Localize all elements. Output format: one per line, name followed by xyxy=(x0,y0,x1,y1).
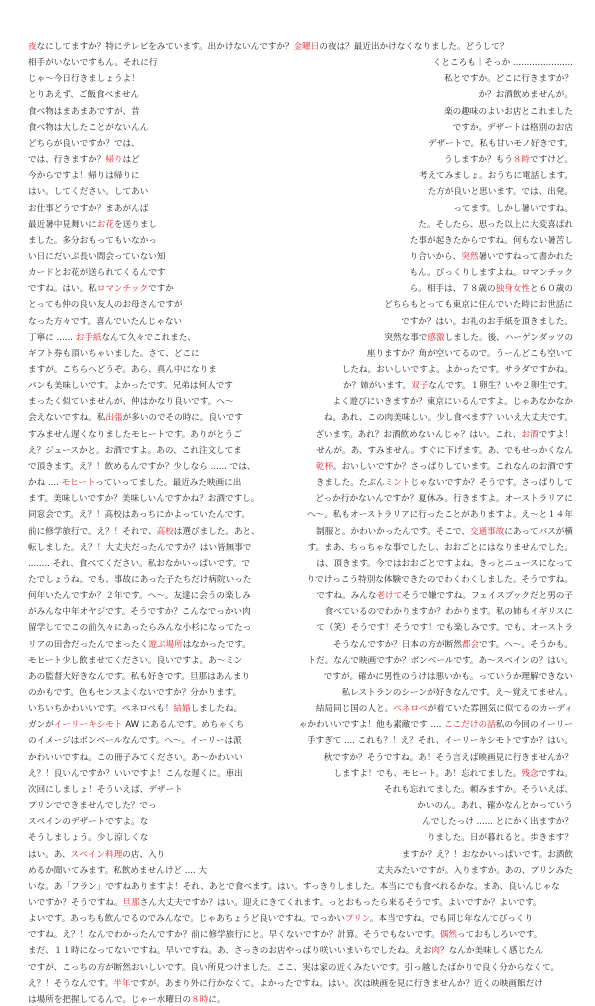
text-segment: ですが、こっちの方が断然おいしいです。良い所見つけました。ここ、実は家の近くみたいです。引っ越したばかりで良く分からなくて。 xyxy=(28,962,560,973)
left-line xyxy=(28,590,290,602)
text-segment: あの監督大好きなんです。私も好きです。旦那はあんまり xyxy=(28,671,251,682)
right-line xyxy=(273,106,573,118)
right-line xyxy=(273,57,573,69)
right-line xyxy=(273,477,573,489)
text-segment: す。まあ、ちっちゃな事でしたし、おおごとにはなりませんでした。 xyxy=(307,542,573,553)
highlighted-word: 偶然 xyxy=(439,930,458,941)
left-line xyxy=(28,299,290,311)
text-segment: どっか行かないんですか？夏休み。行きますよ。オーストラリアに xyxy=(315,494,573,505)
text-segment: かいのん。あれ、確かなんとかっていう xyxy=(417,801,573,812)
right-line xyxy=(273,154,573,166)
full-line xyxy=(28,41,573,53)
highlighted-word: 独身女性 xyxy=(495,284,531,295)
text-segment: 丈夫みたいですが。入りますか。あの、プリンみた xyxy=(376,865,573,876)
text-segment: 。おいしいですか？さっぱりしています。これなんのお酒です xyxy=(333,461,573,472)
text-segment: ますが。こちらへどうぞ。あら、真ん中になりま xyxy=(28,365,217,375)
highlighted-word: モヒート xyxy=(61,478,96,489)
text-segment: なった方々です。喜んでいたんじゃない xyxy=(28,316,183,327)
highlighted-word: 感激 xyxy=(427,332,445,343)
left-line xyxy=(28,719,290,731)
text-segment: いちいちかわいいです。ペネロペも！ xyxy=(28,704,174,715)
text-segment: ですね。 xyxy=(538,768,573,779)
highlighted-word: お酒 xyxy=(521,429,539,440)
right-line xyxy=(273,267,573,279)
left-line xyxy=(28,639,290,651)
text-segment: トだ。なんで映画ですか？ボンベールです。あ〜スペインの？はい。 xyxy=(307,655,573,666)
text-segment: え？！良いんですか？いいですよ！こんな遅くに。車出 xyxy=(28,768,243,779)
right-line xyxy=(273,461,573,473)
text-segment: 座りますか？角が空いてるので。うーんどこも空いて xyxy=(366,348,573,359)
text-segment: そうしましょう。少し涼しくな xyxy=(28,833,149,844)
text-segment: ですけど。 xyxy=(530,155,573,166)
text-segment: ですね。え？！なんでわかったんですか？前に修学旅行にと。早くないですか？計算。そうでもないです。 xyxy=(28,930,440,941)
text-segment: たでしょうね。でも、事故にあった子たちだけ病院いった xyxy=(28,574,252,585)
left-line xyxy=(28,154,290,166)
left-line xyxy=(28,735,290,747)
text-segment: はなかったです。 xyxy=(182,639,251,650)
text-segment: では、行きますか？ xyxy=(28,155,106,166)
text-segment: のイメージはボンベールなんです。へ〜。イーリーは派 xyxy=(28,736,242,747)
text-segment: カードとお花が送られてくるんです xyxy=(28,268,166,279)
highlighted-word: ミント xyxy=(384,478,411,489)
left-line xyxy=(28,558,290,570)
text-segment: ですよ！ xyxy=(538,429,573,440)
text-segment: かね .... xyxy=(28,478,62,489)
text-segment: かわいいですね。この冊子みてください。あ〜かわいい xyxy=(28,752,243,763)
highlighted-word: 出張 xyxy=(105,413,123,424)
text-segment: りました。日が暮れると。歩きます？ xyxy=(426,833,573,844)
text-segment: ですが。あまり外に行かなくて。よかったですね。はい。次は映画を見に行きませんか？近くの映画館だけ xyxy=(130,978,543,989)
highlighted-word: 都会 xyxy=(461,639,480,650)
text-segment: ね。あれ、この肉美味しい。少し食べます？いいえ大丈夫です。 xyxy=(323,413,573,424)
right-line xyxy=(273,122,573,134)
right-line xyxy=(273,703,573,715)
text-segment: いな。あ「フラン」ですねありますよ！それ、あとで食べます。はい。すっきりしました。本当にでも食べれるかな。まあ、良いんじゃな xyxy=(28,881,560,892)
highlighted-word: 帰り xyxy=(105,155,123,166)
highlighted-word: 老けて xyxy=(376,591,403,602)
left-line xyxy=(28,461,290,473)
text-segment: 手すぎて .... これも？！え？それ、イーリーキシモトですか？はい。 xyxy=(306,736,573,747)
text-segment: しました。後、ハーゲンダッツの xyxy=(444,332,573,343)
text-segment: 。本当ですね。でも同じ年なんてびっくり xyxy=(369,914,534,925)
right-line xyxy=(273,849,573,861)
text-segment: か？姉がいます。 xyxy=(343,381,412,392)
text-segment: よいです。あっちも飲んでるのでみんなで。じゃあちょうど良いですね。でっかい xyxy=(28,914,346,925)
text-segment: か？お酒飲めませんが。 xyxy=(478,90,573,101)
right-line xyxy=(273,396,573,408)
text-segment: 暑いですねって書かれた xyxy=(478,251,573,262)
right-line xyxy=(273,412,573,424)
left-line xyxy=(28,832,290,844)
text-segment: そうなんですか？日本の方が断然 xyxy=(333,639,462,650)
left-line xyxy=(28,348,290,360)
highlighted-word: プリン xyxy=(345,914,370,925)
text-segment: て（笑）そうです！そうです！でも楽しみです。でも、オーストラ xyxy=(316,623,573,634)
right-line xyxy=(273,768,573,780)
right-line xyxy=(273,816,573,828)
text-segment: た事が起きたからですね。何もない暑苦し xyxy=(409,235,573,246)
text-segment: 私とですか。どこに行きますか？ xyxy=(444,74,573,85)
text-segment: どちらが良いですか？では、 xyxy=(28,138,140,149)
right-line xyxy=(273,687,573,699)
text-segment: スペインのデザートですよ。な xyxy=(28,817,149,828)
right-line xyxy=(273,73,573,85)
text-segment: ました。多分おもってもいなかっ xyxy=(28,235,157,246)
text-segment: ギフト券も頂いちゃいました。さて、どこに xyxy=(28,348,200,359)
highlighted-word: 残念 xyxy=(521,768,539,779)
text-segment: それも忘れてました。頼みますか。そういえば、 xyxy=(383,784,573,795)
text-segment: ですか。デザートは格別のお店 xyxy=(452,122,573,133)
text-segment: しましたね。 xyxy=(190,704,243,715)
left-line xyxy=(28,170,290,182)
text-segment: プリンでできませんでした？でっ xyxy=(28,801,157,812)
left-line xyxy=(28,655,290,667)
highlighted-word: 乾杯 xyxy=(315,461,334,472)
text-segment: っていってました。最近みた映画に出 xyxy=(95,478,242,489)
right-line xyxy=(273,493,573,505)
text-segment: デザートで。私も甘いモノ好きです。 xyxy=(427,138,573,149)
text-segment: んでしたっけ ...... とにかく出ますか？ xyxy=(422,817,573,828)
text-segment: とっても仲の良い友人のお母さんですが xyxy=(28,300,183,311)
left-line xyxy=(28,542,290,554)
text-segment: せんが。あ、すみません。すぐに下げます。あ、でもせっかくなん xyxy=(316,445,573,456)
left-line xyxy=(28,606,290,618)
left-line xyxy=(28,332,290,344)
text-segment: モヒート少し飲ませてください。良いですよ。あ〜ミン xyxy=(28,655,243,666)
right-line xyxy=(273,170,573,182)
text-segment: 食べているのでわかりますか？わかります。私の姉もイギリスに xyxy=(324,607,573,618)
text-segment: りでけっこう特別な体験できたのでわくわくしました。そうですね。 xyxy=(306,574,573,585)
text-segment: です。へ〜。そうかも。 xyxy=(479,639,573,650)
left-line xyxy=(28,752,290,764)
left-line xyxy=(28,800,290,812)
text-segment: ガンが xyxy=(28,720,54,731)
highlighted-word: お花 xyxy=(96,219,114,230)
right-line xyxy=(273,752,573,764)
text-segment: ますか？え？！おなかいっぱいです。お酒飲 xyxy=(401,849,573,860)
full-line xyxy=(28,897,573,909)
left-line xyxy=(28,267,290,279)
text-segment: ですか xyxy=(148,284,174,295)
full-line xyxy=(28,994,573,1006)
right-line xyxy=(273,800,573,812)
left-line xyxy=(28,574,290,586)
right-line xyxy=(273,622,573,634)
full-line xyxy=(28,913,573,925)
text-segment: どちらもとっても東京に住んでいた時にお世話に xyxy=(384,300,573,311)
left-line xyxy=(28,219,290,231)
text-segment: い日にだいぶ長い間会っていない知 xyxy=(28,251,166,262)
left-line xyxy=(28,396,290,408)
left-line xyxy=(28,703,290,715)
text-segment: え？！そうなんです。 xyxy=(28,978,114,989)
text-segment: なんです。１卵生？いや２卵生です。 xyxy=(428,381,573,392)
left-line xyxy=(28,203,290,215)
left-line xyxy=(28,122,290,134)
text-segment: っておもしろいです。 xyxy=(457,930,543,941)
text-segment: ます。美味しいですか？美味しいんですかね？お酒ですし。 xyxy=(28,494,260,505)
text-segment: ざいます。あれ？お酒飲めないんじゃ？はい。これ、 xyxy=(315,429,522,440)
left-line xyxy=(28,73,290,85)
highlighted-word: 夜 xyxy=(28,42,37,52)
text-segment: うしますか？もう xyxy=(444,155,513,166)
text-segment: で頂きます。え？！飲めるんですか？少しなら ...... では、 xyxy=(28,461,256,472)
right-line xyxy=(273,574,573,586)
right-line xyxy=(273,590,573,602)
left-line xyxy=(28,138,290,150)
text-segment: ってます。しかし暑いですね。 xyxy=(453,203,573,214)
text-segment: リアの田舎だったんでまったく xyxy=(28,639,149,650)
left-line xyxy=(28,316,290,328)
right-line xyxy=(273,832,573,844)
text-segment: 突然な事で xyxy=(384,332,428,343)
text-segment: た方が良いと思います。では、出発。 xyxy=(427,187,573,198)
left-line xyxy=(28,412,290,424)
right-line xyxy=(273,380,573,392)
text-segment: さん大丈夫ですか？はい。迎えにきてくれます。っとおもったら来るそうです。よいですか？よいです。 xyxy=(139,897,542,908)
text-segment: AW にあるんです。めちゃくち xyxy=(122,720,245,731)
full-line xyxy=(28,978,573,990)
text-segment: ........ それ、食べてください。私おなかいっぱいです。で xyxy=(28,558,251,569)
text-segment: ですね。はい。私 xyxy=(28,284,97,295)
right-line xyxy=(273,719,573,731)
text-segment: に。 xyxy=(208,994,226,1005)
text-segment: 食べ物は大したことがないんん xyxy=(28,122,149,133)
left-line xyxy=(28,186,290,198)
right-line xyxy=(273,606,573,618)
highlighted-word: ロマンチック xyxy=(96,284,149,295)
text-segment: きました。たぶん xyxy=(315,478,385,489)
text-segment: パンも美味しいです。よかったです。兄弟は何人です xyxy=(28,381,233,392)
text-segment: 相手がいないですもん。それに行 xyxy=(28,58,158,69)
left-line xyxy=(28,283,290,295)
right-line xyxy=(273,639,573,651)
full-line xyxy=(28,945,573,957)
right-line xyxy=(273,138,573,150)
left-line xyxy=(28,768,290,780)
text-segment: よく遊びにいきますか？東京にいるんですよ。じゃあなかなか xyxy=(332,397,573,408)
text-segment: 留学してでこの前久々にあったらみんな小杉になってたっ xyxy=(28,623,252,634)
left-line xyxy=(28,687,290,699)
right-line xyxy=(273,509,573,521)
text-segment: にあってバスが横 xyxy=(504,526,573,537)
text-segment: が着ていた雰囲気に似てるのカーディ xyxy=(427,704,573,715)
text-segment: 会えないですね。私 xyxy=(28,413,106,424)
text-segment: は、頂きます。今ではおおごとですよね。きっとニュースになって xyxy=(316,558,573,569)
text-segment: 私レストランのシーンが好きなんです。え〜覚えてません。 xyxy=(341,688,573,698)
text-segment: 結局同じ国の人と。 xyxy=(315,704,394,715)
right-line xyxy=(273,671,573,683)
text-segment: 何年いたんですか？２年です。へ〜。友達に会うの楽しみ xyxy=(28,591,251,602)
text-segment: すみません遅くなりましたモヒートです。ありがとうご xyxy=(28,429,242,440)
left-line xyxy=(28,89,290,101)
text-segment: はい。してください。してあい xyxy=(28,187,149,198)
text-segment: いですか？そうですね。 xyxy=(28,897,123,908)
right-line xyxy=(273,332,573,344)
text-segment: 食べ物はまあまあですが、昔 xyxy=(28,106,140,117)
text-segment: ですね。みんな xyxy=(316,591,377,602)
text-segment: もん。びっくりしますよね。ロマンチック xyxy=(409,268,573,279)
left-line xyxy=(28,445,290,457)
text-segment: た。そしたら、思った以上に大変喜ばれ xyxy=(418,219,573,230)
highlighted-word: 交通事故 xyxy=(469,526,505,537)
text-segment: まだ、１１時になってないですね。早いですね。あ、さっきのお店やっぱり咲いいまいちでしたね。えお xyxy=(28,946,432,957)
text-segment: 楽の趣味のよいお店とこれました xyxy=(444,106,573,117)
text-segment: 同窓会です。え？！高校はあっちにかよっていたんです。 xyxy=(28,510,250,521)
text-segment: はい。あ、 xyxy=(28,849,71,860)
text-segment: じゃ〜今日行きましょうよ！ xyxy=(28,74,140,85)
text-segment: の店、入り xyxy=(122,849,166,860)
left-line xyxy=(28,380,290,392)
right-line xyxy=(273,203,573,215)
text-segment: はど xyxy=(122,155,140,166)
left-line xyxy=(28,493,290,505)
left-line xyxy=(28,235,290,247)
highlighted-word: 結婚 xyxy=(173,704,191,715)
left-line xyxy=(28,106,290,118)
highlighted-word: スペイン料理 xyxy=(70,849,123,860)
text-segment: めるか聞いてみます。私飲めませんけど .... 大 xyxy=(28,865,207,876)
text-segment: と６０歳の xyxy=(530,284,573,295)
text-segment: 転しました。え？！大丈夫だったんですか？はい皆無事で xyxy=(28,542,252,553)
text-segment: 今からですよ！帰りは帰りに xyxy=(28,171,140,182)
text-segment: ？なんか美味しく感じたん xyxy=(440,946,544,957)
right-line xyxy=(273,316,573,328)
left-line xyxy=(28,477,290,489)
text-segment: 丁寧に ...... xyxy=(28,332,76,343)
left-line xyxy=(28,622,290,634)
right-line xyxy=(273,735,573,747)
right-line xyxy=(273,348,573,360)
right-line xyxy=(273,219,573,231)
left-line xyxy=(28,526,290,538)
right-line xyxy=(273,186,573,198)
right-line xyxy=(273,283,573,295)
text-segment: え？ジュースかと。お酒ですよ。あの、これ注文してま xyxy=(28,445,242,456)
text-segment: の夜は？最近出かけなくなりました。どうして？ xyxy=(319,42,509,52)
text-segment: くところも｜そっか ...................... xyxy=(432,58,573,69)
text-segment: ですか？はい。お礼のお手紙を頂きました。 xyxy=(401,316,573,327)
full-line xyxy=(28,962,573,974)
left-line xyxy=(28,816,290,828)
left-line xyxy=(28,784,290,796)
text-segment: まったく似ていませんが、仲はかなり良いです。へ〜 xyxy=(28,397,234,408)
text-segment: とりあえず、ご飯食べません xyxy=(28,90,140,101)
text-segment: なにしてますか？特にテレビをみています。出かけないんですか？ xyxy=(36,42,294,52)
text-segment: り合いから、 xyxy=(409,251,462,262)
text-segment: 私の今回のイーリー xyxy=(495,720,573,731)
highlighted-word: ８時 xyxy=(191,994,209,1005)
highlighted-word: 金曜日 xyxy=(293,42,320,52)
right-line xyxy=(273,89,573,101)
right-line xyxy=(273,558,573,570)
text-segment: ら。相手は、７８歳の xyxy=(409,284,496,295)
highlighted-word: 半年 xyxy=(113,978,131,989)
text-segment: 前に修学旅行で。え？！それで、 xyxy=(28,526,157,537)
left-line xyxy=(28,429,290,441)
text-segment: 最近暑中見舞いに xyxy=(28,219,97,230)
text-segment: 考えてみましょ。おうちに電話します。 xyxy=(418,171,573,182)
right-line xyxy=(273,299,573,311)
highlighted-word: ペネロペ xyxy=(393,704,428,715)
highlighted-word: 高校 xyxy=(156,526,174,537)
right-line xyxy=(273,784,573,796)
text-segment: したね。おいしいですよ。よかったです。サラダですかね。 xyxy=(341,365,573,375)
text-segment: を送りまし xyxy=(113,219,157,230)
text-segment: 制服と。かわいかったんです。そこで、 xyxy=(316,526,470,537)
highlighted-word: ここだけの話 xyxy=(444,720,496,731)
highlighted-word: ８時 xyxy=(512,155,531,166)
left-line xyxy=(28,364,290,376)
text-segment: 次回にしましょ！そういえば、デザート xyxy=(28,784,183,795)
left-line xyxy=(28,671,290,683)
right-line xyxy=(273,251,573,263)
right-line xyxy=(273,364,573,376)
text-segment: が多いのでその時に。良いです xyxy=(122,413,243,424)
text-segment: がみんな中年オヤジです。そうですか？こんなでっかい肉 xyxy=(28,607,251,618)
highlighted-word: 遊ぶ場所 xyxy=(148,639,183,650)
right-line xyxy=(273,655,573,667)
full-line xyxy=(28,881,573,893)
right-line xyxy=(273,526,573,538)
text-segment: 秋ですか？そうですね。あ！そう言えば映画見に行きませんか？ xyxy=(323,752,573,763)
right-line xyxy=(273,445,573,457)
text-segment: は選びました。あと、 xyxy=(173,526,260,537)
text-segment: ゃかわいいですよ！他も素敵です .... xyxy=(298,720,445,731)
highlighted-word: 突然 xyxy=(461,251,479,262)
highlighted-word: イーリーキシモト xyxy=(53,720,123,731)
text-segment: へ〜。私もオーストラリアに行ったことがありますよ。え〜と１４年 xyxy=(307,510,573,521)
right-line xyxy=(273,542,573,554)
text-segment: しますよ！でも、モヒート。あ！忘れてました。 xyxy=(333,768,522,779)
left-line xyxy=(28,865,290,877)
highlighted-word: 肉 xyxy=(431,946,441,957)
full-line xyxy=(28,929,573,941)
text-segment: じゃないですか？そうです。さっぱりして xyxy=(410,478,573,489)
text-segment: のかもです。色もセンスよくないですか？分かります。 xyxy=(28,688,242,698)
text-segment: お仕事どうですか？まあがんば xyxy=(28,203,149,214)
left-line xyxy=(28,849,290,861)
right-line xyxy=(273,235,573,247)
highlighted-word: 旦那 xyxy=(122,897,140,908)
left-line xyxy=(28,509,290,521)
highlighted-word: お手紙 xyxy=(75,332,102,343)
text-segment: そうで嫌ですね。フェイスブックだと男の子 xyxy=(402,591,573,602)
left-line xyxy=(28,251,290,263)
text-segment: なんて久々でこれまた、 xyxy=(101,332,196,343)
right-line xyxy=(273,865,573,877)
left-line xyxy=(28,57,290,69)
highlighted-word: 双子 xyxy=(411,381,429,392)
text-segment: は場所を把握してるんで。じゃー水曜日の xyxy=(28,994,192,1005)
text-segment: ですが。確かに男性のうけは悪いかも。っていうか理解できない xyxy=(323,671,573,682)
right-line xyxy=(273,429,573,441)
